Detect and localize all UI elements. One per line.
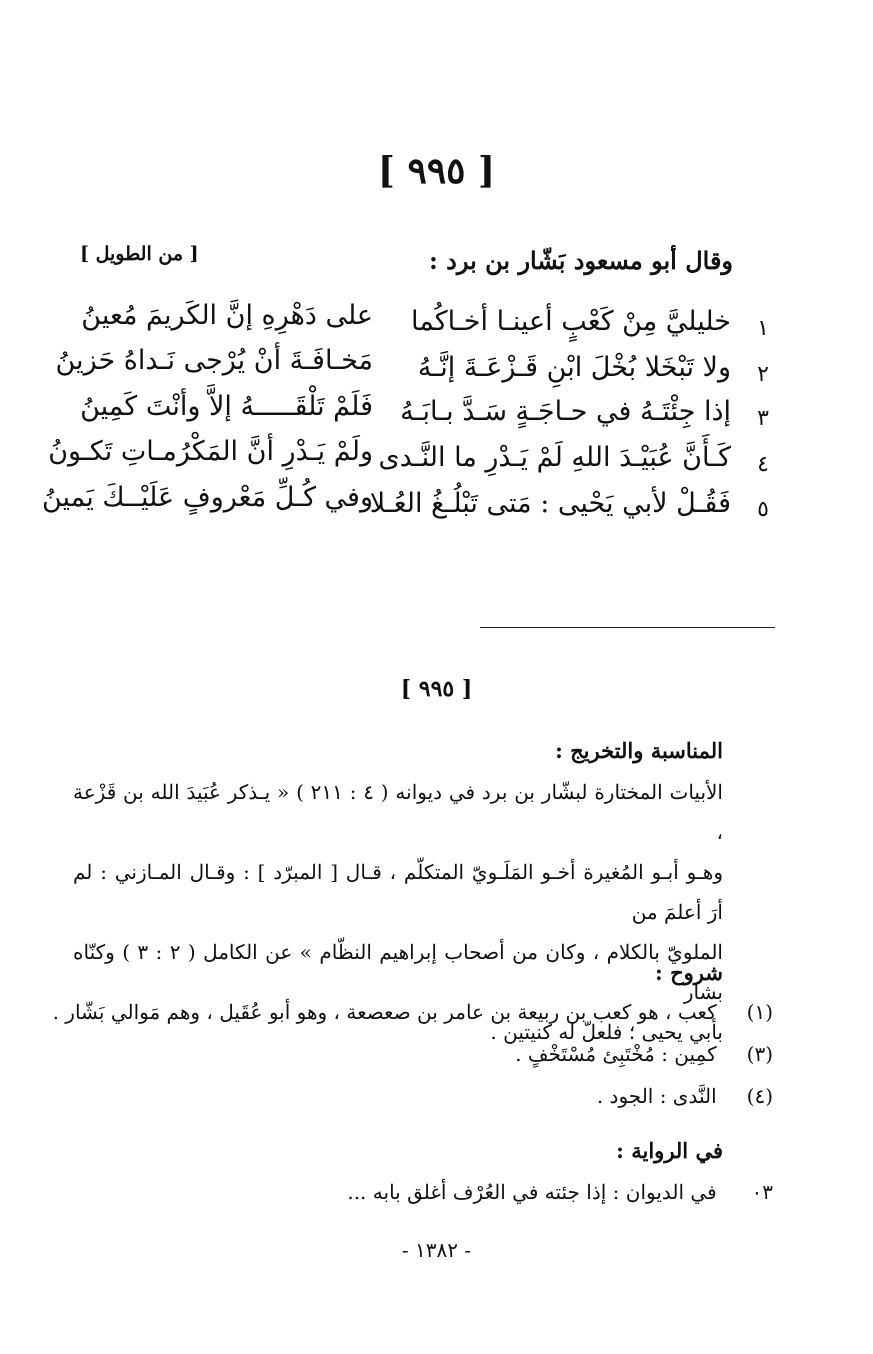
poem-intro: وقال أبو مسعود بَشّار بن برد : bbox=[428, 246, 733, 275]
paragraph-line: الأبيات المختارة لبشّار بن برد في ديوانه ( ٤ : ٢١١ ) « يـذكر عُبَيدَ الله بن قَزْعة ، bbox=[73, 780, 723, 844]
verse-first-hemistich: فَقُـلْ لأبي يَحْيى : مَتى تَبْلُـغُ العُـلا bbox=[369, 488, 731, 519]
takhrij-heading: المناسبة والتخريج : bbox=[555, 738, 723, 763]
paragraph-line: الملويّ بالكلام ، وكان من أصحاب إبراهيم النظّام » عن الكامل ( ٢ : ٣ ) وكنّاه بشار bbox=[73, 940, 723, 1004]
separator-rule bbox=[480, 627, 775, 628]
notes-number: [ ٩٩٥ ] bbox=[400, 676, 473, 702]
riwaya-key: ٠٣ bbox=[751, 1180, 773, 1204]
verse-number: ٥ bbox=[757, 497, 769, 522]
paragraph-line: بأبي يحيى ؛ فلعلّ له كنيتين . bbox=[490, 1020, 723, 1044]
shuruh-heading: شروح : bbox=[655, 960, 723, 985]
verse-second-hemistich: فَلَمْ تَلْقَـــــهُ إلاَّ وأنْتَ كَمِينُ bbox=[80, 391, 373, 422]
page-number: - ١٣٨٢ - bbox=[401, 1238, 472, 1262]
verse-number: ٣ bbox=[757, 406, 769, 431]
verse-first-hemistich: كَـأَنَّ عُبَيْـدَ اللهِ لَمْ يَـدْرِ ما النَّـدى bbox=[378, 442, 731, 473]
verse-number: ١ bbox=[757, 316, 769, 341]
verse-first-hemistich: إذا جِئْتَـهُ في حـاجَـةٍ سَـدَّ بـابَـهُ bbox=[400, 396, 731, 427]
poem-meter: [ من الطويل ] bbox=[80, 243, 199, 265]
gloss-item bbox=[53, 1000, 773, 1024]
gloss-key: (٣) bbox=[746, 1042, 773, 1066]
verse-second-hemistich: وفي كُـلِّ مَعْروفٍ عَلَيْــكَ يَمينُ bbox=[41, 482, 373, 513]
riwaya-item bbox=[347, 1180, 773, 1204]
verse-first-hemistich: خليليَّ مِنْ كَعْبٍ أعينـا أخـاكُما bbox=[410, 306, 731, 337]
gloss-item bbox=[597, 1084, 773, 1108]
verse-second-hemistich: ولَمْ يَـدْرِ أنَّ المَكْرُمـاتِ تَكـونُ bbox=[48, 436, 373, 467]
poem-number: [ ٩٩٥ ] bbox=[377, 150, 496, 192]
gloss-key: (١) bbox=[746, 1000, 773, 1024]
verse-number: ٤ bbox=[757, 452, 769, 477]
verse-first-hemistich: ولا تَبْخَلا بُخْلَ ابْنِ قَـزْعَـةَ إنَّـهُ bbox=[417, 352, 731, 383]
verse-second-hemistich: مَخـافَـةَ أنْ يُرْجى نَـداهُ حَزينُ bbox=[55, 345, 373, 376]
gloss-text: كمِين : مُخْتَبِئ مُسْتَخْفٍ . bbox=[515, 1042, 717, 1066]
paragraph-line: وهـو أبـو المُغيرة أخـو المَلَـويّ المتكلّم ، قـال [ المبرّد ] : وقـال المـازني : لم أرَ أعلمَ من bbox=[73, 860, 723, 924]
verse-second-hemistich: على دَهْرِهِ إنَّ الكَريمَ مُعينُ bbox=[81, 300, 373, 331]
riwaya-heading: في الرواية : bbox=[616, 1138, 723, 1163]
gloss-key: (٤) bbox=[746, 1084, 773, 1108]
gloss-item bbox=[515, 1042, 773, 1066]
gloss-text: النَّدى : الجود . bbox=[596, 1084, 717, 1108]
verse-number: ٢ bbox=[757, 362, 769, 387]
riwaya-text: في الديوان : إذا جئته في العُرْف أغلق بابه ... bbox=[347, 1180, 717, 1204]
gloss-text: كعب ، هو كعب بن ربيعة بن عامر بن صعصعة ، وهو أبو عُقَيل ، وهم مَوالي بَشّار . bbox=[52, 1000, 717, 1024]
